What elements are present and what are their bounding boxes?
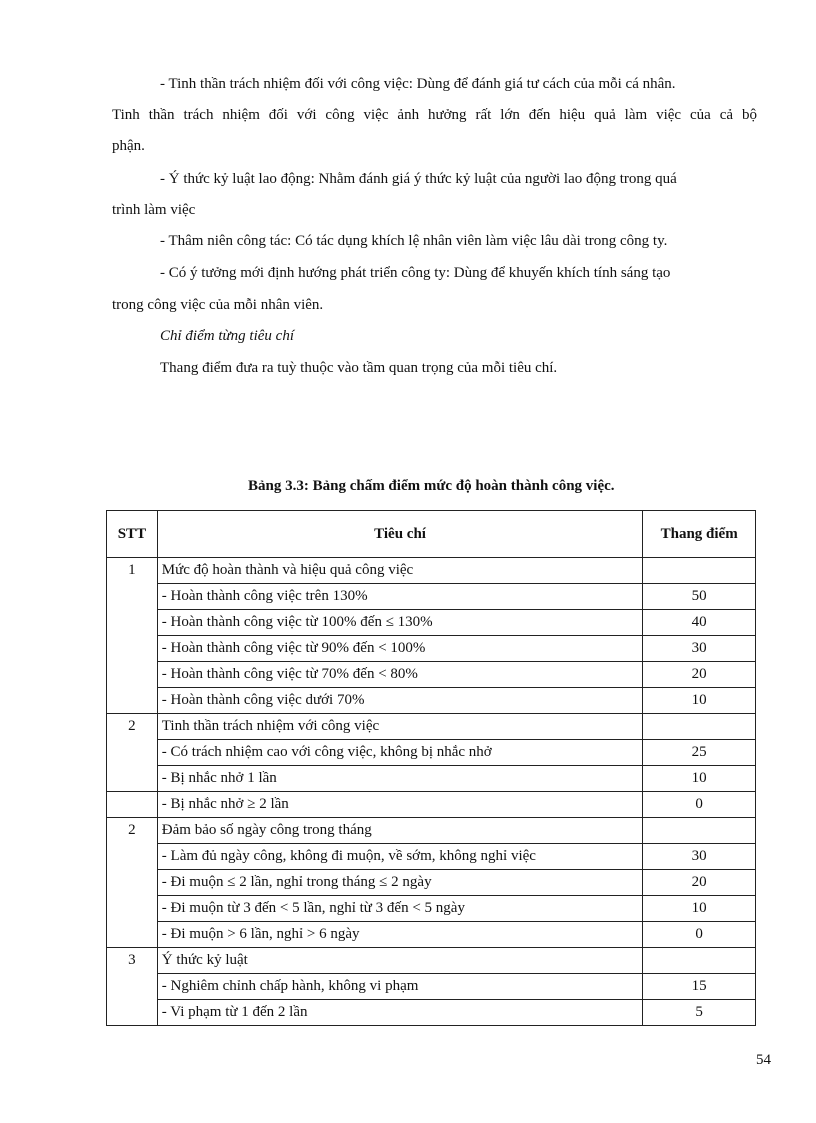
criterion-score: 0 — [643, 792, 756, 818]
criterion-label: - Làm đủ ngày công, không đi muộn, về sớm, không nghỉ việc — [157, 844, 643, 870]
group-title: Tinh thần trách nhiệm với công việc — [157, 714, 643, 740]
header-stt: STT — [107, 511, 158, 558]
criterion-label: - Hoàn thành công việc trên 130% — [157, 584, 643, 610]
paragraph-line-2: Tinh thần trách nhiệm đối với công việc ảnh hưởng rất lớn đến hiệu quả làm việc của cả bộ — [112, 107, 757, 123]
header-criteria: Tiêu chí — [157, 511, 643, 558]
criterion-score: 10 — [643, 766, 756, 792]
empty-score-cell — [643, 558, 756, 584]
empty-score-cell — [643, 714, 756, 740]
table-row — [107, 974, 756, 1000]
table-row — [107, 1000, 756, 1026]
paragraph-line-4: - Ý thức kỷ luật lao động: Nhằm đánh giá ý thức kỷ luật của người lao động trong quá — [160, 171, 677, 187]
criterion-label: - Hoàn thành công việc dưới 70% — [157, 688, 643, 714]
table-header-row — [107, 511, 756, 558]
paragraph-line-7: - Có ý tưởng mới định hướng phát triển công ty: Dùng để khuyến khích tính sáng tạo — [160, 265, 671, 281]
group-stt: 3 — [107, 948, 158, 1026]
paragraph-line-10: Thang điểm đưa ra tuỳ thuộc vào tầm quan trọng của mỗi tiêu chí. — [160, 360, 558, 376]
criterion-score: 30 — [643, 636, 756, 662]
criterion-score: 25 — [643, 740, 756, 766]
criterion-score: 15 — [643, 974, 756, 1000]
criterion-score: 10 — [643, 688, 756, 714]
subheading-scoring: Chỉ điểm từng tiêu chí — [160, 328, 294, 344]
header-score: Thang điểm — [643, 511, 756, 558]
table-row — [107, 610, 756, 636]
table-row — [107, 688, 756, 714]
criterion-score: 10 — [643, 896, 756, 922]
criterion-score: 0 — [643, 922, 756, 948]
group-title: Đảm bảo số ngày công trong tháng — [157, 818, 643, 844]
paragraph-line-8: trong công việc của mỗi nhân viên. — [112, 297, 324, 313]
criterion-score: 20 — [643, 662, 756, 688]
table-row — [107, 740, 756, 766]
table-row — [107, 896, 756, 922]
empty-stt-cell — [107, 792, 158, 818]
criterion-label: - Đi muộn > 6 lần, nghỉ > 6 ngày — [157, 922, 643, 948]
criterion-label: - Bị nhắc nhở ≥ 2 lần — [157, 792, 643, 818]
table-row — [107, 948, 756, 974]
criterion-label: - Nghiêm chỉnh chấp hành, không vi phạm — [157, 974, 643, 1000]
group-stt: 1 — [107, 558, 158, 714]
group-title: Ý thức kỷ luật — [157, 948, 643, 974]
table-row — [107, 922, 756, 948]
criterion-label: - Có trách nhiệm cao với công việc, không bị nhắc nhở — [157, 740, 643, 766]
group-stt: 2 — [107, 714, 158, 792]
page-number: 54 — [756, 1052, 771, 1068]
criterion-score: 20 — [643, 870, 756, 896]
criterion-label: - Vi phạm từ 1 đến 2 lần — [157, 1000, 643, 1026]
table-row — [107, 818, 756, 844]
table-row — [107, 844, 756, 870]
scoring-table — [106, 510, 756, 1026]
table-row — [107, 636, 756, 662]
criterion-score: 40 — [643, 610, 756, 636]
table-row — [107, 714, 756, 740]
criterion-label: - Bị nhắc nhở 1 lần — [157, 766, 643, 792]
paragraph-line-5: trình làm việc — [112, 202, 196, 218]
criterion-label: - Hoàn thành công việc từ 100% đến ≤ 130% — [157, 610, 643, 636]
paragraph-line-6: - Thâm niên công tác: Có tác dụng khích lệ nhân viên làm việc lâu dài trong công ty. — [160, 233, 668, 249]
criterion-label: - Hoàn thành công việc từ 70% đến < 80% — [157, 662, 643, 688]
empty-score-cell — [643, 818, 756, 844]
table-caption: Bảng 3.3: Bảng chấm điểm mức độ hoàn thành công việc. — [248, 478, 615, 494]
empty-score-cell — [643, 948, 756, 974]
table-row — [107, 662, 756, 688]
criterion-score: 30 — [643, 844, 756, 870]
criterion-score: 50 — [643, 584, 756, 610]
paragraph-line-1: - Tinh thần trách nhiệm đối với công việc: Dùng để đánh giá tư cách của mỗi cá nhân. — [160, 76, 676, 92]
criterion-label: - Đi muộn từ 3 đến < 5 lần, nghỉ từ 3 đến < 5 ngày — [157, 896, 643, 922]
table-row — [107, 792, 756, 818]
criterion-label: - Hoàn thành công việc từ 90% đến < 100% — [157, 636, 643, 662]
criterion-score: 5 — [643, 1000, 756, 1026]
table-row — [107, 558, 756, 584]
group-title: Mức độ hoàn thành và hiệu quả công việc — [157, 558, 643, 584]
table-row — [107, 584, 756, 610]
group-stt: 2 — [107, 818, 158, 948]
criterion-label: - Đi muộn ≤ 2 lần, nghỉ trong tháng ≤ 2 ngày — [157, 870, 643, 896]
table-row — [107, 766, 756, 792]
table-row — [107, 870, 756, 896]
paragraph-line-3: phận. — [112, 138, 145, 154]
